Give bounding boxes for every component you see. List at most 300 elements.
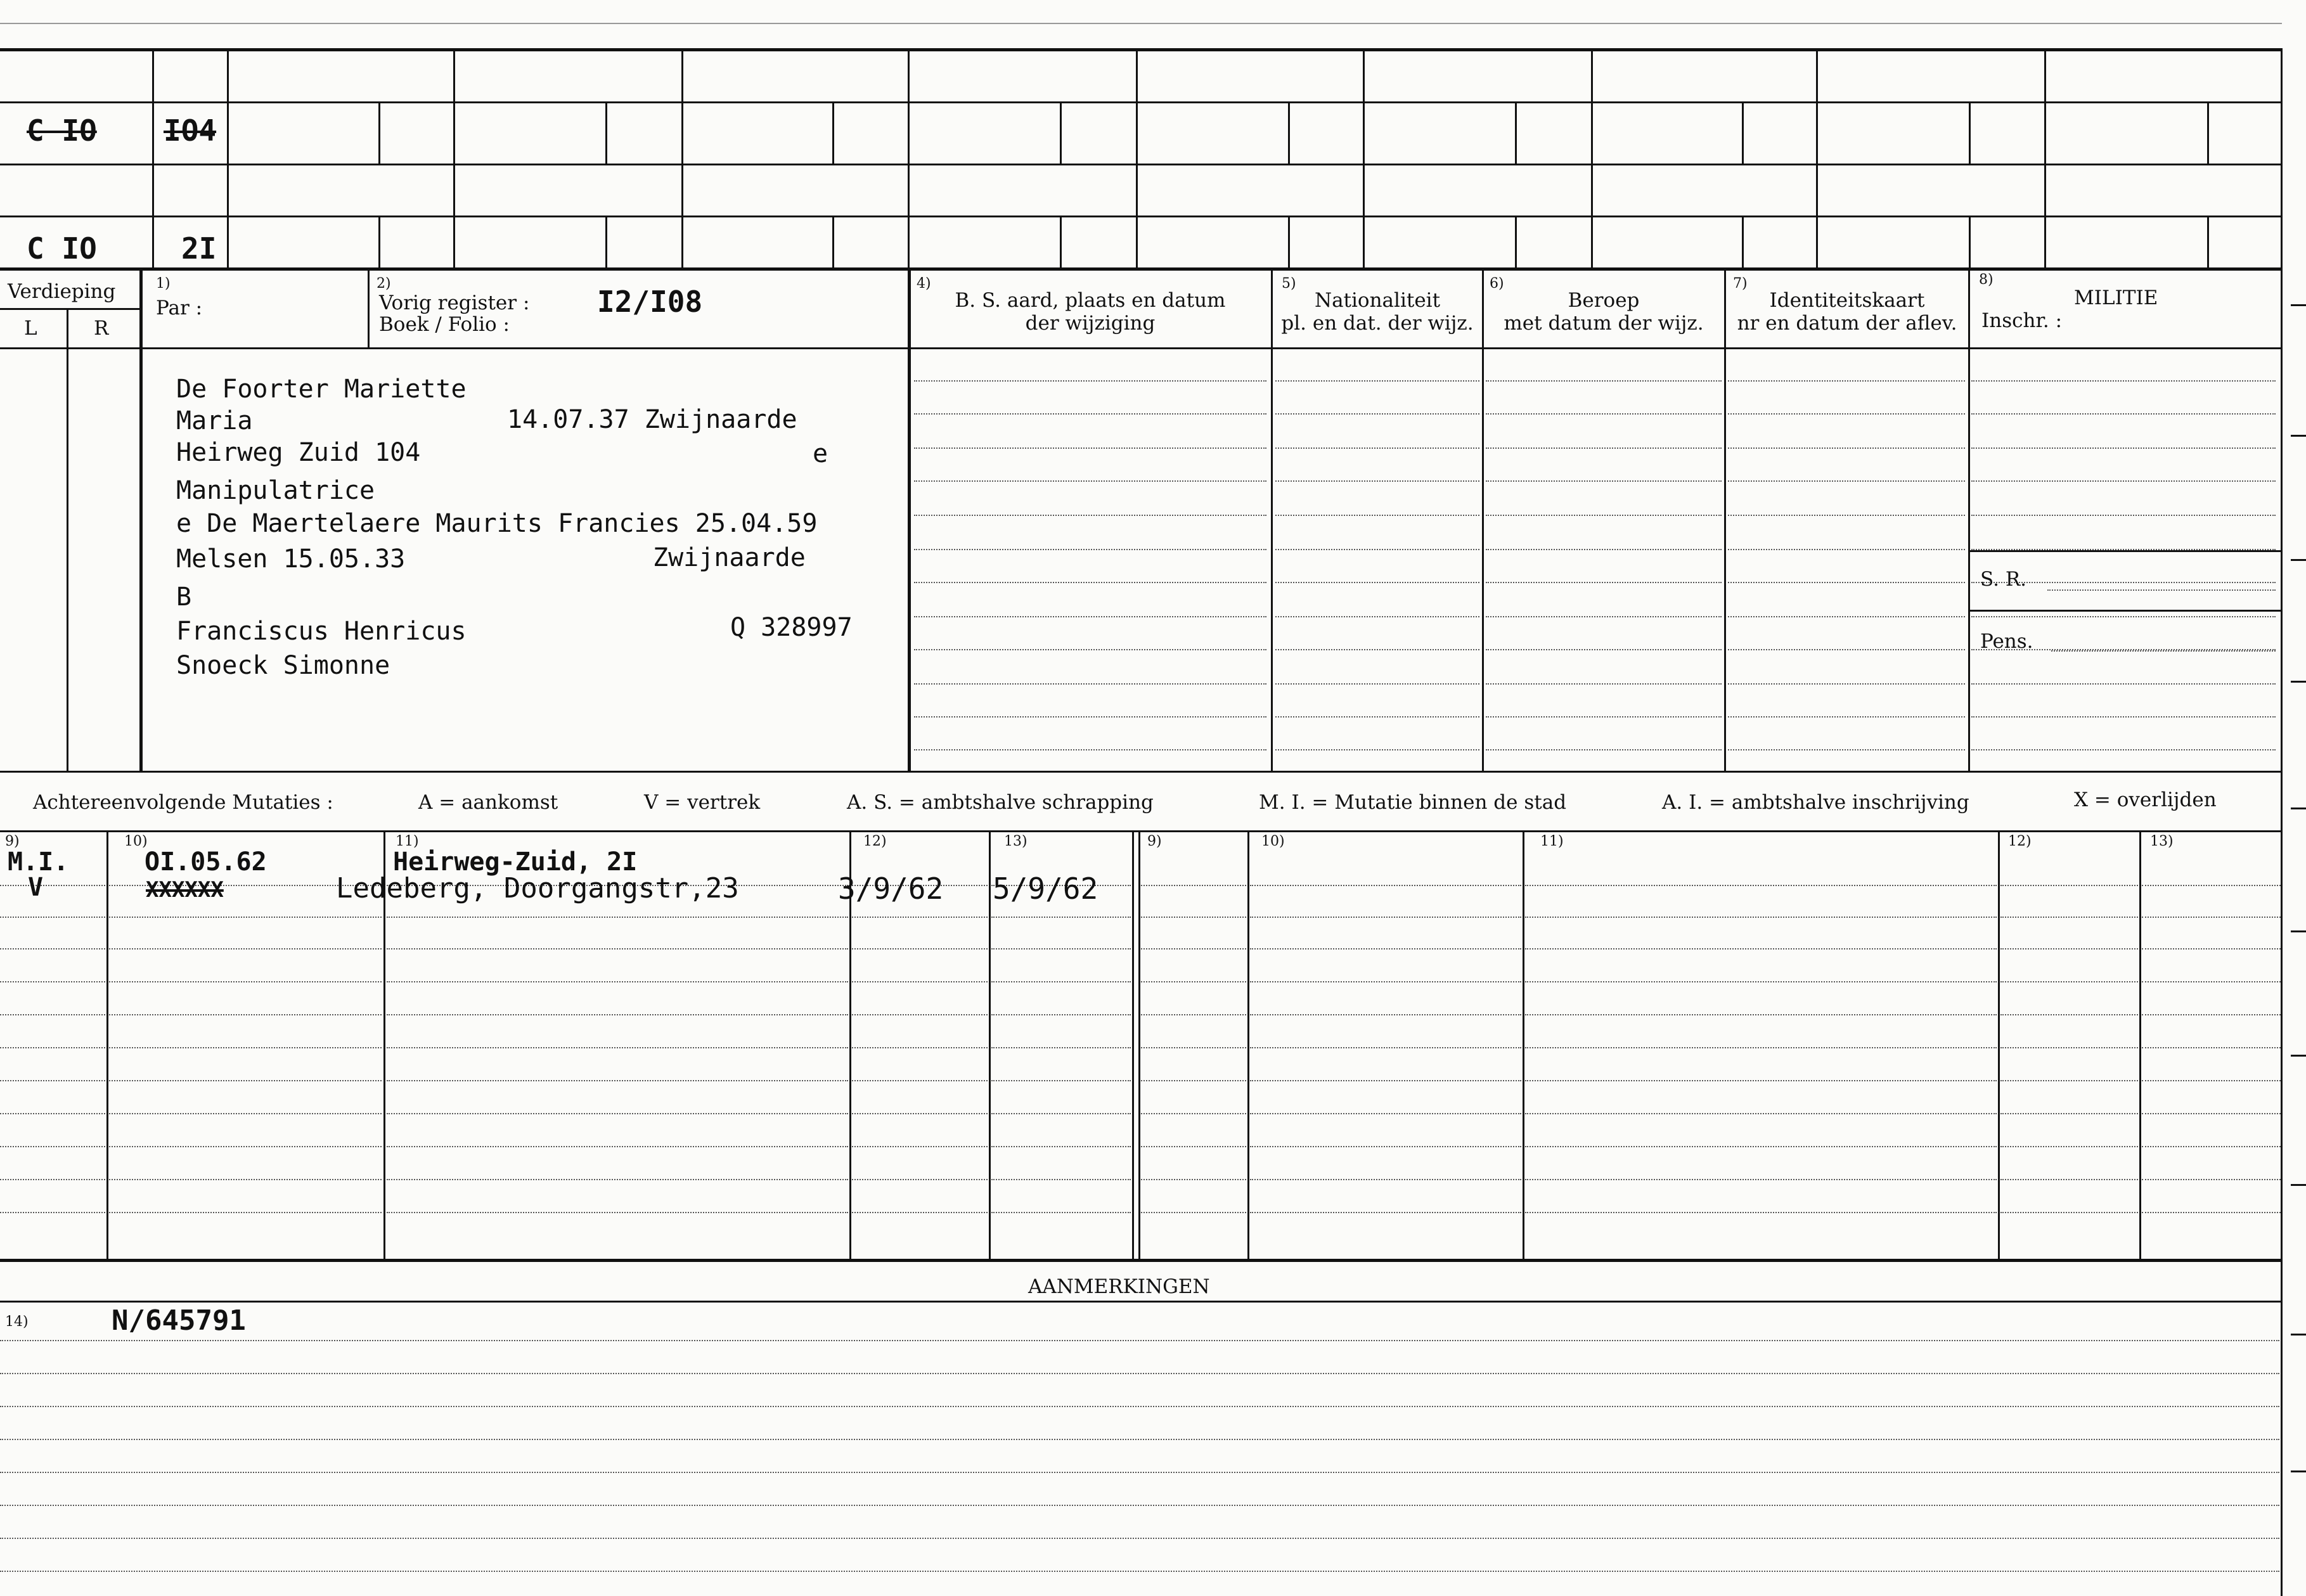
right-border (2281, 48, 2283, 1596)
ruled-line (0, 948, 105, 949)
ruled-line (109, 1113, 382, 1114)
ruled-line (1525, 981, 1997, 982)
col-number: 11) (396, 833, 419, 849)
block-code: 2I (181, 231, 217, 266)
ruled-line (914, 549, 1266, 550)
ruled-line (1250, 1047, 1521, 1048)
grid-line (1998, 830, 2000, 1259)
col-number: 12) (863, 833, 887, 849)
ruled-line (991, 1047, 1131, 1048)
grid-line (139, 267, 143, 772)
legend-item: A. I. = ambtshalve inschrijving (1662, 791, 1969, 814)
ruled-line (991, 1212, 1131, 1213)
ruled-line (387, 1080, 848, 1081)
ruled-line (2142, 1212, 2281, 1213)
ruled-line (991, 1146, 1131, 1147)
ruled-line (1971, 480, 2276, 482)
block-code: IO4 (164, 113, 217, 148)
ruled-line (1728, 480, 1965, 482)
col-number: 12) (2008, 833, 2032, 849)
ruled-line (1728, 447, 1965, 449)
grid-line (453, 48, 455, 267)
ruled-line (1141, 1014, 1246, 1015)
person-line: De Foorter Mariette (176, 375, 467, 404)
col-number: 6) (1490, 276, 1504, 292)
ruled-line (1971, 447, 2276, 449)
ruled-line (1141, 1179, 1246, 1180)
grid-line (1136, 48, 1138, 267)
col-number: 9) (5, 833, 20, 849)
ruled-line (991, 981, 1131, 982)
ruled-line (2000, 885, 2138, 886)
ruled-line (2000, 1080, 2138, 1081)
person-line: Q 328997 (730, 613, 853, 642)
ruled-line (1250, 1179, 1521, 1180)
ruled-line (1275, 480, 1479, 482)
sr-line (2047, 589, 2276, 591)
margin-tick (2291, 559, 2306, 561)
block-code: C IO (27, 231, 97, 266)
col-number: 10) (124, 833, 148, 849)
ruled-line (1525, 885, 1997, 886)
ruled-line (1486, 549, 1722, 550)
grid-line (0, 1259, 2282, 1262)
verdieping-r: R (94, 317, 109, 340)
ruled-line (2000, 1113, 2138, 1114)
margin-tick (2291, 1055, 2306, 1057)
legend-title: Achtereenvolgende Mutaties : (33, 791, 333, 814)
ruled-line (0, 1571, 2279, 1572)
mutatie-date-12: 3/9/62 (838, 872, 944, 906)
margin-tick (2291, 1184, 2306, 1186)
ruled-line (1250, 1212, 1521, 1213)
ruled-line (1141, 885, 1246, 886)
ruled-line (0, 1439, 2279, 1440)
ruled-line (852, 1047, 988, 1048)
ruled-line (1250, 885, 1521, 886)
ruled-line (2000, 917, 2138, 918)
ruled-line (2000, 981, 2138, 982)
ruled-line (2000, 1179, 2138, 1180)
ruled-line (1275, 683, 1479, 685)
ruled-line (914, 447, 1266, 449)
ruled-line (2142, 1014, 2281, 1015)
grid-line (1969, 101, 1971, 164)
ruled-line (914, 716, 1266, 718)
ruled-line (852, 1212, 988, 1213)
ruled-line (387, 1146, 848, 1147)
ruled-line (1525, 917, 1997, 918)
grid-line (0, 164, 2282, 165)
person-line: Franciscus Henricus (176, 617, 467, 646)
ruled-line (1275, 380, 1479, 382)
ruled-line (1525, 1146, 1997, 1147)
ruled-line (1525, 1080, 1997, 1081)
grid-line (2139, 830, 2141, 1259)
person-line: Melsen 15.05.33 (176, 544, 406, 574)
grid-line (832, 216, 834, 267)
ruled-line (1275, 716, 1479, 718)
mutatie-address: Heirweg-Zuid, 2I (393, 847, 638, 877)
ruled-line (1275, 582, 1479, 583)
ruled-line (1250, 1146, 1521, 1147)
person-line: e (813, 439, 828, 468)
ruled-line (2142, 1146, 2281, 1147)
col-number: 13) (2150, 833, 2174, 849)
mutatie-type: V (28, 873, 44, 902)
margin-tick (2291, 1471, 2306, 1472)
col7-header: Identiteitskaart (1769, 289, 1925, 312)
ruled-line (2000, 1014, 2138, 1015)
margin-tick (2291, 435, 2306, 437)
col-number: 8) (1979, 272, 1994, 288)
ruled-line (1728, 616, 1965, 617)
col-number: 7) (1733, 276, 1748, 292)
grid-line (1288, 101, 1290, 164)
legend-item: A = aankomst (418, 791, 558, 814)
ruled-line (1486, 616, 1722, 617)
aanmerkingen-value: N/645791 (112, 1304, 246, 1337)
ruled-line (0, 1472, 2279, 1473)
grid-line (1482, 267, 1484, 772)
ruled-line (387, 948, 848, 949)
grid-line (1138, 830, 1140, 1259)
grid-line (1060, 101, 1062, 164)
grid-line (0, 771, 2282, 773)
ruled-line (1728, 549, 1965, 550)
grid-line (1591, 48, 1593, 267)
ruled-line (1486, 716, 1722, 718)
ruled-line (914, 480, 1266, 482)
ruled-line (1525, 1179, 1997, 1180)
grid-line (67, 308, 68, 772)
col8-header: MILITIE (2074, 286, 2158, 309)
ruled-line (1275, 515, 1479, 516)
ruled-line (1728, 749, 1965, 750)
ruled-line (109, 1014, 382, 1015)
grid-line (2207, 101, 2209, 164)
ruled-line (1141, 1212, 1246, 1213)
ruled-line (1728, 716, 1965, 718)
ruled-line (1486, 413, 1722, 415)
col6-header-sub: met datum der wijz. (1504, 312, 1704, 335)
col-number: 10) (1261, 833, 1285, 849)
verdieping-l: L (24, 317, 37, 340)
ruled-line (2142, 948, 2281, 949)
grid-line (1515, 101, 1517, 164)
ruled-line (1141, 1047, 1246, 1048)
ruled-line (852, 1080, 988, 1081)
grid-line (0, 267, 2282, 271)
ruled-line (109, 981, 382, 982)
grid-line (0, 48, 2282, 51)
ruled-line (1275, 549, 1479, 550)
aanmerkingen-title: AANMERKINGEN (1028, 1275, 1210, 1298)
ruled-line (1250, 1014, 1521, 1015)
grid-line (378, 216, 380, 267)
col4-header-sub: der wijziging (1025, 312, 1156, 335)
ruled-line (1728, 582, 1965, 583)
ruled-line (0, 1406, 2279, 1407)
ruled-line (1728, 683, 1965, 685)
ruled-line (1250, 1113, 1521, 1114)
ruled-line (914, 413, 1266, 415)
col8-header-sub: Inschr. : (1981, 309, 2063, 332)
ruled-line (387, 1014, 848, 1015)
ruled-line (2142, 1080, 2281, 1081)
grid-line (1816, 48, 1818, 267)
grid-line (605, 216, 607, 267)
margin-tick (2291, 930, 2306, 932)
ruled-line (1486, 480, 1722, 482)
grid-line (1724, 267, 1726, 772)
ruled-line (0, 1505, 2279, 1506)
ruled-line (1525, 1014, 1997, 1015)
ruled-line (2000, 1146, 2138, 1147)
ruled-line (109, 1179, 382, 1180)
mutatie-address: Ledeberg, Doorgangstr,23 (336, 872, 739, 904)
ruled-line (914, 515, 1266, 516)
ruled-line (109, 1212, 382, 1213)
ruled-line (914, 582, 1266, 583)
ruled-line (914, 683, 1266, 685)
grid-line (1271, 267, 1273, 772)
ruled-line (0, 1373, 2279, 1374)
grid-line (1968, 550, 2282, 552)
mutatie-date: OI.05.62 (145, 847, 267, 877)
grid-line (908, 267, 911, 772)
grid-line (1288, 216, 1290, 267)
ruled-line (109, 1080, 382, 1081)
ruled-line (387, 1179, 848, 1180)
col-number: 1) (156, 276, 171, 292)
ruled-line (1275, 616, 1479, 617)
ruled-line (1250, 1080, 1521, 1081)
grid-line (1968, 267, 1970, 772)
vorig-register-value: I2/I08 (597, 285, 703, 319)
ruled-line (852, 948, 988, 949)
ruled-line (991, 1113, 1131, 1114)
ruled-line (1728, 515, 1965, 516)
person-line: e De Maertelaere Maurits Francies 25.04.59 (176, 509, 818, 538)
ruled-line (1141, 917, 1246, 918)
ruled-line (852, 1113, 988, 1114)
ruled-line (1141, 948, 1246, 949)
ruled-line (387, 1212, 848, 1213)
grid-line (1969, 216, 1971, 267)
person-line: Manipulatrice (176, 476, 375, 505)
grid-line (681, 48, 683, 267)
ruled-line (1141, 1146, 1246, 1147)
margin-tick (2291, 681, 2306, 683)
grid-line (908, 48, 910, 267)
grid-line (1523, 830, 1524, 1259)
ruled-line (2000, 1047, 2138, 1048)
ruled-line (2000, 1212, 2138, 1213)
grid-line (0, 830, 2282, 832)
pens-line (2051, 650, 2276, 652)
ruled-line (1486, 515, 1722, 516)
col-number: 4) (917, 276, 931, 292)
grid-line (0, 308, 141, 310)
legend-item: M. I. = Mutatie binnen de stad (1259, 791, 1567, 814)
pens-label: Pens. (1980, 630, 2033, 653)
ruled-line (1525, 948, 1997, 949)
legend-item: X = overlijden (2074, 788, 2217, 811)
grid-line (1132, 830, 1134, 1259)
col5-header: Nationaliteit (1314, 289, 1441, 312)
col6-header: Beroep (1568, 289, 1640, 312)
grid-line (1742, 101, 1744, 164)
ruled-line (991, 1080, 1131, 1081)
person-line: 14.07.37 Zwijnaarde (507, 405, 797, 434)
ruled-line (2142, 885, 2281, 886)
grid-line (0, 347, 2282, 349)
ruled-line (1486, 683, 1722, 685)
verdieping-label: Verdieping (8, 280, 116, 303)
ruled-line (2142, 1113, 2281, 1114)
ruled-line (1250, 981, 1521, 982)
ruled-line (1971, 515, 2276, 516)
grid-line (106, 830, 108, 1259)
grid-line (2207, 216, 2209, 267)
ruled-line (387, 1047, 848, 1048)
person-line: Heirweg Zuid 104 (176, 438, 421, 467)
grid-line (1060, 216, 1062, 267)
ruled-line (991, 948, 1131, 949)
grid-line (1363, 48, 1365, 267)
ruled-line (109, 1047, 382, 1048)
margin-tick (2291, 808, 2306, 809)
mutatie-type: M.I. (8, 847, 69, 877)
ruled-line (1971, 616, 2276, 617)
col4-header: B. S. aard, plaats en datum (955, 289, 1226, 312)
ruled-line (1275, 447, 1479, 449)
ruled-line (2142, 917, 2281, 918)
col-number: 14) (5, 1314, 29, 1330)
ruled-line (914, 649, 1266, 650)
sr-label: S. R. (1980, 568, 2027, 591)
ruled-line (0, 1047, 105, 1048)
ruled-line (0, 1179, 105, 1180)
ruled-line (2142, 981, 2281, 982)
grid-line (368, 267, 370, 349)
person-line: B (176, 582, 192, 612)
ruled-line (1275, 749, 1479, 750)
ruled-line (1141, 981, 1246, 982)
ruled-line (387, 1113, 848, 1114)
margin-tick (2291, 304, 2306, 306)
ruled-line (109, 917, 382, 918)
ruled-line (1141, 1080, 1246, 1081)
block-code: C IO (27, 113, 97, 148)
boek-folio-label: Boek / Folio : (379, 313, 510, 336)
ruled-line (0, 981, 105, 982)
ruled-line (1250, 948, 1521, 949)
col-number: 5) (1282, 276, 1296, 292)
grid-line (227, 48, 229, 267)
ruled-line (914, 380, 1266, 382)
legend-item: V = vertrek (644, 791, 761, 814)
ruled-line (1275, 413, 1479, 415)
col-number: 9) (1147, 833, 1162, 849)
ruled-line (0, 1538, 2279, 1539)
col-number: 11) (1540, 833, 1564, 849)
ruled-line (1486, 447, 1722, 449)
margin-tick (2291, 1334, 2306, 1335)
ruled-line (1971, 380, 2276, 382)
ruled-line (1486, 749, 1722, 750)
grid-line (605, 101, 607, 164)
mutatie-date-13: 5/9/62 (993, 872, 1098, 906)
ruled-line (1971, 716, 2276, 718)
ruled-line (1250, 917, 1521, 918)
ruled-line (109, 948, 382, 949)
ruled-line (1728, 413, 1965, 415)
grid-line (832, 101, 834, 164)
col7-header-sub: nr en datum der aflev. (1737, 312, 1957, 335)
ruled-line (1141, 1113, 1246, 1114)
scan-edge (0, 23, 2282, 24)
ruled-line (852, 1146, 988, 1147)
ruled-line (0, 1080, 105, 1081)
ruled-line (1486, 380, 1722, 382)
ruled-line (1525, 1212, 1997, 1213)
ruled-line (1525, 1113, 1997, 1114)
person-line: Snoeck Simonne (176, 651, 390, 680)
grid-line (0, 1301, 2282, 1303)
ruled-line (1486, 582, 1722, 583)
ruled-line (852, 1014, 988, 1015)
ruled-line (1971, 683, 2276, 685)
ruled-line (0, 1340, 2279, 1341)
ruled-line (991, 1179, 1131, 1180)
ruled-line (852, 917, 988, 918)
grid-line (1742, 216, 1744, 267)
grid-line (1247, 830, 1249, 1259)
ruled-line (0, 1014, 105, 1015)
ruled-line (387, 917, 848, 918)
col-number: 13) (1004, 833, 1027, 849)
col5-header-sub: pl. en dat. der wijz. (1281, 312, 1474, 335)
ruled-line (0, 917, 105, 918)
ruled-line (2142, 1047, 2281, 1048)
col-number: 2) (377, 276, 391, 292)
ruled-line (1525, 1047, 1997, 1048)
par-label: Par : (156, 297, 203, 319)
ruled-line (1486, 649, 1722, 650)
grid-line (152, 48, 154, 267)
grid-line (0, 101, 2282, 103)
ruled-line (0, 1113, 105, 1114)
grid-line (0, 216, 2282, 217)
grid-line (1968, 610, 2282, 612)
ruled-line (0, 1212, 105, 1213)
vorig-register-label: Vorig register : (379, 292, 530, 314)
grid-line (1515, 216, 1517, 267)
ruled-line (109, 1146, 382, 1147)
ruled-line (852, 981, 988, 982)
person-line: Zwijnaarde (653, 543, 806, 572)
legend-item: A. S. = ambtshalve schrapping (847, 791, 1154, 814)
grid-line (2044, 48, 2046, 267)
ruled-line (0, 1146, 105, 1147)
person-line: Maria (176, 406, 253, 435)
ruled-line (387, 981, 848, 982)
grid-line (378, 101, 380, 164)
ruled-line (1728, 649, 1965, 650)
ruled-line (852, 1179, 988, 1180)
